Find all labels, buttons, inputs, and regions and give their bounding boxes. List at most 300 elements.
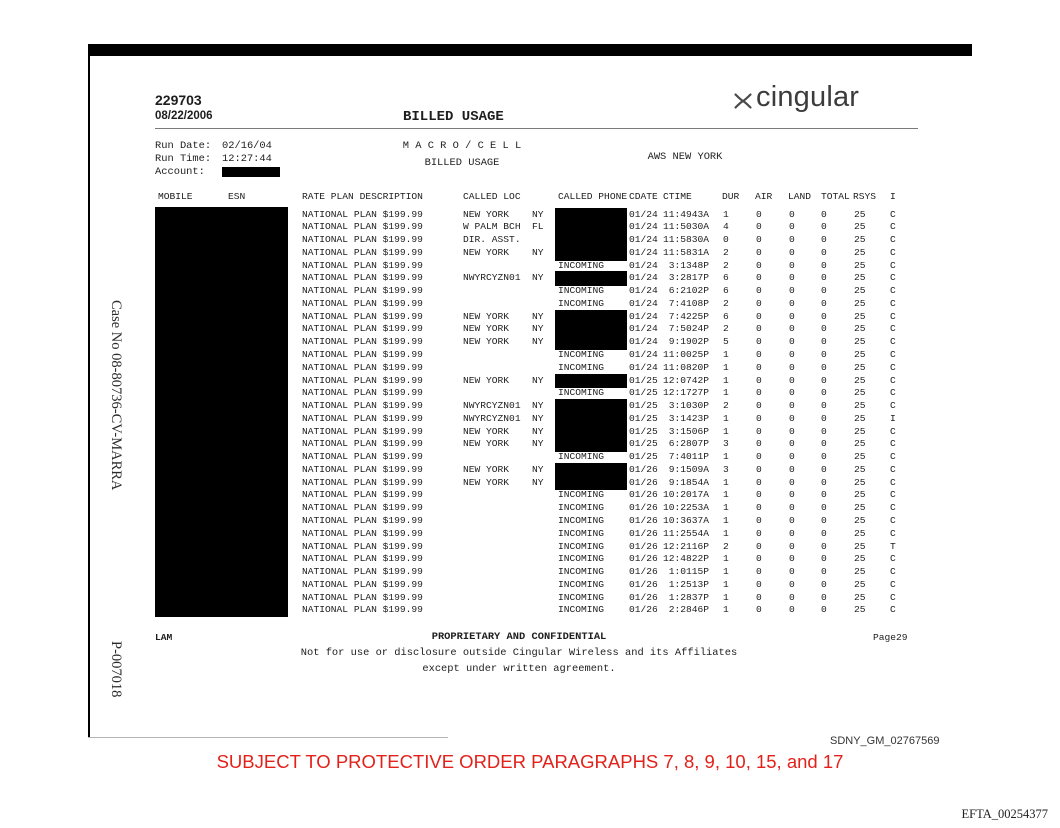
cell-st: NY <box>532 412 544 424</box>
cell-city: NWYRCYZN01 <box>463 272 521 284</box>
cell-air: 0 <box>756 234 762 246</box>
cell-i: C <box>890 400 896 412</box>
cell-phone: INCOMING <box>558 285 605 297</box>
cell-i: C <box>890 246 896 258</box>
cell-air: 0 <box>756 604 762 616</box>
cell-total: 0 <box>821 361 827 373</box>
col-mobile: MOBILE <box>158 190 193 202</box>
cell-plan: NATIONAL PLAN $199.99 <box>302 297 423 309</box>
cell-city: NEW YORK <box>463 246 510 258</box>
cell-rsys: 25 <box>854 400 866 412</box>
cell-dur: 1 <box>723 553 729 565</box>
cell-cdate: 01/26 <box>629 527 658 539</box>
cell-land: 0 <box>789 476 795 488</box>
cell-ctime: 3:1423P <box>668 412 710 424</box>
cell-rsys: 25 <box>854 412 866 424</box>
cell-phone: INCOMING <box>558 540 605 552</box>
redacted-phone <box>555 374 627 389</box>
cell-cdate: 01/25 <box>629 387 658 399</box>
cell-ctime: 12:2116P <box>663 540 710 552</box>
cell-plan: NATIONAL PLAN $199.99 <box>302 310 423 322</box>
col-called-loc: CALLED LOC <box>463 190 521 202</box>
cell-land: 0 <box>789 540 795 552</box>
cell-land: 0 <box>789 604 795 616</box>
cell-total: 0 <box>821 234 827 246</box>
cell-phone: INCOMING <box>558 604 605 616</box>
cell-city: NEW YORK <box>463 438 510 450</box>
cell-plan: NATIONAL PLAN $199.99 <box>302 246 423 258</box>
cell-ctime: 6:2102P <box>668 285 710 297</box>
cell-total: 0 <box>821 285 827 297</box>
cell-air: 0 <box>756 527 762 539</box>
cell-plan: NATIONAL PLAN $199.99 <box>302 566 423 578</box>
cell-dur: 1 <box>723 361 729 373</box>
cell-st: NY <box>532 208 544 220</box>
cell-st: NY <box>532 323 544 335</box>
cell-i: C <box>890 502 896 514</box>
cell-rsys: 25 <box>854 463 866 475</box>
cell-air: 0 <box>756 412 762 424</box>
cell-total: 0 <box>821 578 827 590</box>
cell-air: 0 <box>756 310 762 322</box>
cell-ctime: 6:2807P <box>668 438 710 450</box>
cell-plan: NATIONAL PLAN $199.99 <box>302 259 423 271</box>
cell-air: 0 <box>756 246 762 258</box>
run-time-value: 12:27:44 <box>222 152 272 165</box>
cell-land: 0 <box>789 234 795 246</box>
cell-dur: 2 <box>723 540 729 552</box>
cell-rsys: 25 <box>854 502 866 514</box>
cell-i: C <box>890 208 896 220</box>
scan-frame-bottom <box>88 737 448 738</box>
cell-i: C <box>890 272 896 284</box>
cell-plan: NATIONAL PLAN $199.99 <box>302 502 423 514</box>
cell-air: 0 <box>756 400 762 412</box>
cell-dur: 0 <box>723 234 729 246</box>
cell-dur: 5 <box>723 336 729 348</box>
cell-total: 0 <box>821 438 827 450</box>
cell-cdate: 01/24 <box>629 336 658 348</box>
cell-rsys: 25 <box>854 387 866 399</box>
cell-dur: 1 <box>723 374 729 386</box>
cell-st: NY <box>532 438 544 450</box>
cell-city: DIR. ASST. <box>463 234 521 246</box>
cell-dur: 6 <box>723 310 729 322</box>
cell-city: NEW YORK <box>463 323 510 335</box>
cell-total: 0 <box>821 221 827 233</box>
cell-dur: 1 <box>723 489 729 501</box>
cell-cdate: 01/26 <box>629 566 658 578</box>
cell-rsys: 25 <box>854 489 866 501</box>
cell-ctime: 11:0025P <box>663 349 710 361</box>
cell-land: 0 <box>789 285 795 297</box>
cell-plan: NATIONAL PLAN $199.99 <box>302 361 423 373</box>
cell-i: C <box>890 221 896 233</box>
cell-ctime: 7:5024P <box>668 323 710 335</box>
redacted-phone <box>555 437 627 452</box>
cell-i: C <box>890 297 896 309</box>
cell-dur: 1 <box>723 425 729 437</box>
cell-cdate: 01/25 <box>629 412 658 424</box>
logo-wordmark: cingular <box>756 81 860 113</box>
cell-st: NY <box>532 463 544 475</box>
redacted-phone <box>555 476 627 491</box>
col-ctime: CTIME <box>663 190 692 202</box>
cell-city: NWYRCYZN01 <box>463 400 521 412</box>
cell-rsys: 25 <box>854 336 866 348</box>
cell-i: C <box>890 476 896 488</box>
cell-air: 0 <box>756 514 762 526</box>
cell-phone: INCOMING <box>558 514 605 526</box>
cell-plan: NATIONAL PLAN $199.99 <box>302 591 423 603</box>
cell-i: C <box>890 285 896 297</box>
cell-rsys: 25 <box>854 476 866 488</box>
cell-city: NEW YORK <box>463 463 510 475</box>
cell-plan: NATIONAL PLAN $199.99 <box>302 285 423 297</box>
cell-rsys: 25 <box>854 361 866 373</box>
cell-air: 0 <box>756 451 762 463</box>
cell-phone: INCOMING <box>558 553 605 565</box>
cell-st: NY <box>532 272 544 284</box>
cell-i: C <box>890 310 896 322</box>
cell-air: 0 <box>756 285 762 297</box>
cell-dur: 4 <box>723 221 729 233</box>
cell-air: 0 <box>756 476 762 488</box>
cell-total: 0 <box>821 451 827 463</box>
cell-air: 0 <box>756 540 762 552</box>
cell-total: 0 <box>821 259 827 271</box>
cell-plan: NATIONAL PLAN $199.99 <box>302 400 423 412</box>
cell-rsys: 25 <box>854 259 866 271</box>
cell-rsys: 25 <box>854 310 866 322</box>
cell-cdate: 01/25 <box>629 425 658 437</box>
cell-air: 0 <box>756 374 762 386</box>
cell-dur: 1 <box>723 476 729 488</box>
cell-rsys: 25 <box>854 374 866 386</box>
cell-rsys: 25 <box>854 540 866 552</box>
cingular-jack-icon <box>733 92 753 110</box>
cell-ctime: 7:4011P <box>668 451 710 463</box>
cell-land: 0 <box>789 387 795 399</box>
cell-ctime: 2:2846P <box>668 604 710 616</box>
cell-dur: 1 <box>723 349 729 361</box>
col-cdate: CDATE <box>629 190 658 202</box>
cell-plan: NATIONAL PLAN $199.99 <box>302 527 423 539</box>
page-title: BILLED USAGE <box>403 109 504 125</box>
cell-st: NY <box>532 400 544 412</box>
footer-notice-line1: Not for use or disclosure outside Cingular Wireless and its Affiliates <box>300 646 738 659</box>
cell-air: 0 <box>756 463 762 475</box>
cell-dur: 3 <box>723 463 729 475</box>
cell-phone: INCOMING <box>558 502 605 514</box>
cell-ctime: 7:4108P <box>668 297 710 309</box>
cell-i: C <box>890 361 896 373</box>
cell-phone: INCOMING <box>558 527 605 539</box>
cell-st: NY <box>532 246 544 258</box>
cell-land: 0 <box>789 323 795 335</box>
cell-ctime: 12:0742P <box>663 374 710 386</box>
cell-rsys: 25 <box>854 578 866 590</box>
cell-city: NEW YORK <box>463 425 510 437</box>
cell-plan: NATIONAL PLAN $199.99 <box>302 412 423 424</box>
cell-rsys: 25 <box>854 514 866 526</box>
cell-st: NY <box>532 476 544 488</box>
cell-ctime: 12:4822P <box>663 553 710 565</box>
cell-total: 0 <box>821 514 827 526</box>
cell-land: 0 <box>789 527 795 539</box>
cell-ctime: 11:4943A <box>663 208 710 220</box>
cell-ctime: 3:1030P <box>668 400 710 412</box>
redacted-phone <box>555 335 627 350</box>
cell-land: 0 <box>789 310 795 322</box>
cell-cdate: 01/26 <box>629 578 658 590</box>
cell-land: 0 <box>789 208 795 220</box>
cell-plan: NATIONAL PLAN $199.99 <box>302 463 423 475</box>
report-subtitle: BILLED USAGE <box>424 156 500 169</box>
col-land: LAND <box>788 190 812 202</box>
cell-land: 0 <box>789 451 795 463</box>
case-number-margin: Case No 08-80736-CV-MARRA <box>108 300 124 491</box>
cell-plan: NATIONAL PLAN $199.99 <box>302 208 423 220</box>
account-label: Account: <box>155 166 205 178</box>
cell-ctime: 10:3637A <box>663 514 710 526</box>
cell-ctime: 3:1348P <box>668 259 710 271</box>
cell-cdate: 01/24 <box>629 349 658 361</box>
cell-city: NEW YORK <box>463 310 510 322</box>
cell-air: 0 <box>756 578 762 590</box>
cell-cdate: 01/26 <box>629 476 658 488</box>
cell-cdate: 01/26 <box>629 489 658 501</box>
cell-plan: NATIONAL PLAN $199.99 <box>302 476 423 488</box>
cell-i: T <box>890 540 896 552</box>
cell-city: NEW YORK <box>463 374 510 386</box>
cell-plan: NATIONAL PLAN $199.99 <box>302 374 423 386</box>
cell-dur: 1 <box>723 502 729 514</box>
cell-dur: 1 <box>723 514 729 526</box>
cell-total: 0 <box>821 387 827 399</box>
cell-ctime: 12:1727P <box>663 387 710 399</box>
cell-air: 0 <box>756 553 762 565</box>
cell-phone: INCOMING <box>558 566 605 578</box>
cell-land: 0 <box>789 272 795 284</box>
cell-plan: NATIONAL PLAN $199.99 <box>302 221 423 233</box>
cell-dur: 6 <box>723 285 729 297</box>
cell-i: C <box>890 604 896 616</box>
cell-dur: 1 <box>723 412 729 424</box>
cell-city: NEW YORK <box>463 208 510 220</box>
cell-rsys: 25 <box>854 425 866 437</box>
cell-st: NY <box>532 310 544 322</box>
cell-phone: INCOMING <box>558 451 605 463</box>
cell-plan: NATIONAL PLAN $199.99 <box>302 272 423 284</box>
cell-air: 0 <box>756 221 762 233</box>
cell-plan: NATIONAL PLAN $199.99 <box>302 387 423 399</box>
cell-cdate: 01/26 <box>629 514 658 526</box>
cell-plan: NATIONAL PLAN $199.99 <box>302 425 423 437</box>
cell-cdate: 01/24 <box>629 297 658 309</box>
cell-rsys: 25 <box>854 438 866 450</box>
cell-total: 0 <box>821 463 827 475</box>
cell-air: 0 <box>756 438 762 450</box>
cell-phone: INCOMING <box>558 578 605 590</box>
cell-rsys: 25 <box>854 208 866 220</box>
cell-cdate: 01/24 <box>629 285 658 297</box>
mobile-esn-redaction <box>155 207 288 617</box>
cell-st: NY <box>532 374 544 386</box>
cell-ctime: 3:2817P <box>668 272 710 284</box>
col-air: AIR <box>755 190 773 202</box>
cell-total: 0 <box>821 489 827 501</box>
cell-cdate: 01/24 <box>629 272 658 284</box>
cell-total: 0 <box>821 310 827 322</box>
cell-dur: 1 <box>723 208 729 220</box>
cell-dur: 2 <box>723 297 729 309</box>
cell-cdate: 01/25 <box>629 451 658 463</box>
cell-rsys: 25 <box>854 221 866 233</box>
footer-page-number: Page29 <box>873 632 908 643</box>
cell-air: 0 <box>756 297 762 309</box>
cell-phone: INCOMING <box>558 259 605 271</box>
cell-i: C <box>890 374 896 386</box>
cell-cdate: 01/25 <box>629 438 658 450</box>
cell-cdate: 01/24 <box>629 208 658 220</box>
cell-land: 0 <box>789 412 795 424</box>
cell-rsys: 25 <box>854 349 866 361</box>
cell-phone: INCOMING <box>558 297 605 309</box>
sdny-stamp: SDNY_GM_02767569 <box>830 735 940 747</box>
bates-number-margin: P-007018 <box>108 641 124 698</box>
cell-ctime: 10:2253A <box>663 502 710 514</box>
cell-land: 0 <box>789 553 795 565</box>
cell-i: C <box>890 578 896 590</box>
cell-i: C <box>890 387 896 399</box>
cell-air: 0 <box>756 489 762 501</box>
cell-air: 0 <box>756 349 762 361</box>
cell-dur: 2 <box>723 246 729 258</box>
cell-cdate: 01/24 <box>629 234 658 246</box>
cell-phone: INCOMING <box>558 349 605 361</box>
cell-rsys: 25 <box>854 285 866 297</box>
col-rate-plan: RATE PLAN DESCRIPTION <box>302 190 423 202</box>
cell-i: C <box>890 591 896 603</box>
col-dur: DUR <box>722 190 740 202</box>
col-i: I <box>890 190 896 202</box>
cell-rsys: 25 <box>854 604 866 616</box>
cell-cdate: 01/25 <box>629 400 658 412</box>
cell-total: 0 <box>821 604 827 616</box>
cell-ctime: 11:0820P <box>663 361 710 373</box>
cell-cdate: 01/24 <box>629 221 658 233</box>
footer-initials: LAM <box>155 632 173 643</box>
col-called-phone: CALLED PHONE <box>558 190 628 202</box>
cell-total: 0 <box>821 476 827 488</box>
cell-dur: 2 <box>723 259 729 271</box>
cell-rsys: 25 <box>854 527 866 539</box>
cell-dur: 1 <box>723 591 729 603</box>
cell-plan: NATIONAL PLAN $199.99 <box>302 234 423 246</box>
cell-plan: NATIONAL PLAN $199.99 <box>302 540 423 552</box>
col-rsys: RSYS <box>853 190 877 202</box>
cell-plan: NATIONAL PLAN $199.99 <box>302 451 423 463</box>
cell-dur: 1 <box>723 604 729 616</box>
cell-rsys: 25 <box>854 297 866 309</box>
cell-plan: NATIONAL PLAN $199.99 <box>302 323 423 335</box>
cell-ctime: 11:5831A <box>663 246 710 258</box>
cell-total: 0 <box>821 502 827 514</box>
scan-frame-top <box>88 44 972 56</box>
cell-land: 0 <box>789 259 795 271</box>
cell-air: 0 <box>756 208 762 220</box>
cell-air: 0 <box>756 425 762 437</box>
cell-total: 0 <box>821 208 827 220</box>
cell-land: 0 <box>789 578 795 590</box>
cell-plan: NATIONAL PLAN $199.99 <box>302 438 423 450</box>
protective-order-stamp: SUBJECT TO PROTECTIVE ORDER PARAGRAPHS 7, 8, 9, 10, 15, and 17 <box>216 751 844 772</box>
cell-ctime: 1:2513P <box>668 578 710 590</box>
cell-i: C <box>890 514 896 526</box>
cell-total: 0 <box>821 540 827 552</box>
cell-rsys: 25 <box>854 234 866 246</box>
cell-dur: 2 <box>723 323 729 335</box>
cell-cdate: 01/26 <box>629 553 658 565</box>
cell-ctime: 1:2837P <box>668 591 710 603</box>
cell-rsys: 25 <box>854 272 866 284</box>
cell-land: 0 <box>789 566 795 578</box>
cell-air: 0 <box>756 566 762 578</box>
cell-dur: 2 <box>723 400 729 412</box>
cell-ctime: 9:1509A <box>668 463 710 475</box>
cell-land: 0 <box>789 438 795 450</box>
document-id: 229703 <box>155 92 202 108</box>
cell-i: C <box>890 527 896 539</box>
run-time-label: Run Time: <box>155 152 212 165</box>
cell-ctime: 9:1902P <box>668 336 710 348</box>
cell-rsys: 25 <box>854 553 866 565</box>
cell-i: C <box>890 425 896 437</box>
cell-land: 0 <box>789 361 795 373</box>
cell-city: NEW YORK <box>463 476 510 488</box>
cell-plan: NATIONAL PLAN $199.99 <box>302 336 423 348</box>
cell-plan: NATIONAL PLAN $199.99 <box>302 553 423 565</box>
cell-dur: 1 <box>723 527 729 539</box>
cell-phone: INCOMING <box>558 489 605 501</box>
cell-air: 0 <box>756 259 762 271</box>
cell-ctime: 10:2017A <box>663 489 710 501</box>
cell-ctime: 3:1506P <box>668 425 710 437</box>
cell-cdate: 01/26 <box>629 604 658 616</box>
cell-total: 0 <box>821 349 827 361</box>
cell-phone: INCOMING <box>558 387 605 399</box>
cell-land: 0 <box>789 514 795 526</box>
cell-cdate: 01/25 <box>629 374 658 386</box>
cell-city: NWYRCYZN01 <box>463 412 521 424</box>
cell-land: 0 <box>789 336 795 348</box>
header-rule <box>155 128 918 129</box>
report-name: M A C R O / C E L L <box>402 139 522 152</box>
cell-i: C <box>890 463 896 475</box>
cell-plan: NATIONAL PLAN $199.99 <box>302 349 423 361</box>
cell-total: 0 <box>821 336 827 348</box>
cell-land: 0 <box>789 297 795 309</box>
cell-total: 0 <box>821 527 827 539</box>
cell-total: 0 <box>821 425 827 437</box>
cell-land: 0 <box>789 502 795 514</box>
cell-land: 0 <box>789 425 795 437</box>
cell-plan: NATIONAL PLAN $199.99 <box>302 604 423 616</box>
footer-confidential: PROPRIETARY AND CONFIDENTIAL <box>431 631 607 643</box>
cell-dur: 1 <box>723 451 729 463</box>
cell-land: 0 <box>789 374 795 386</box>
